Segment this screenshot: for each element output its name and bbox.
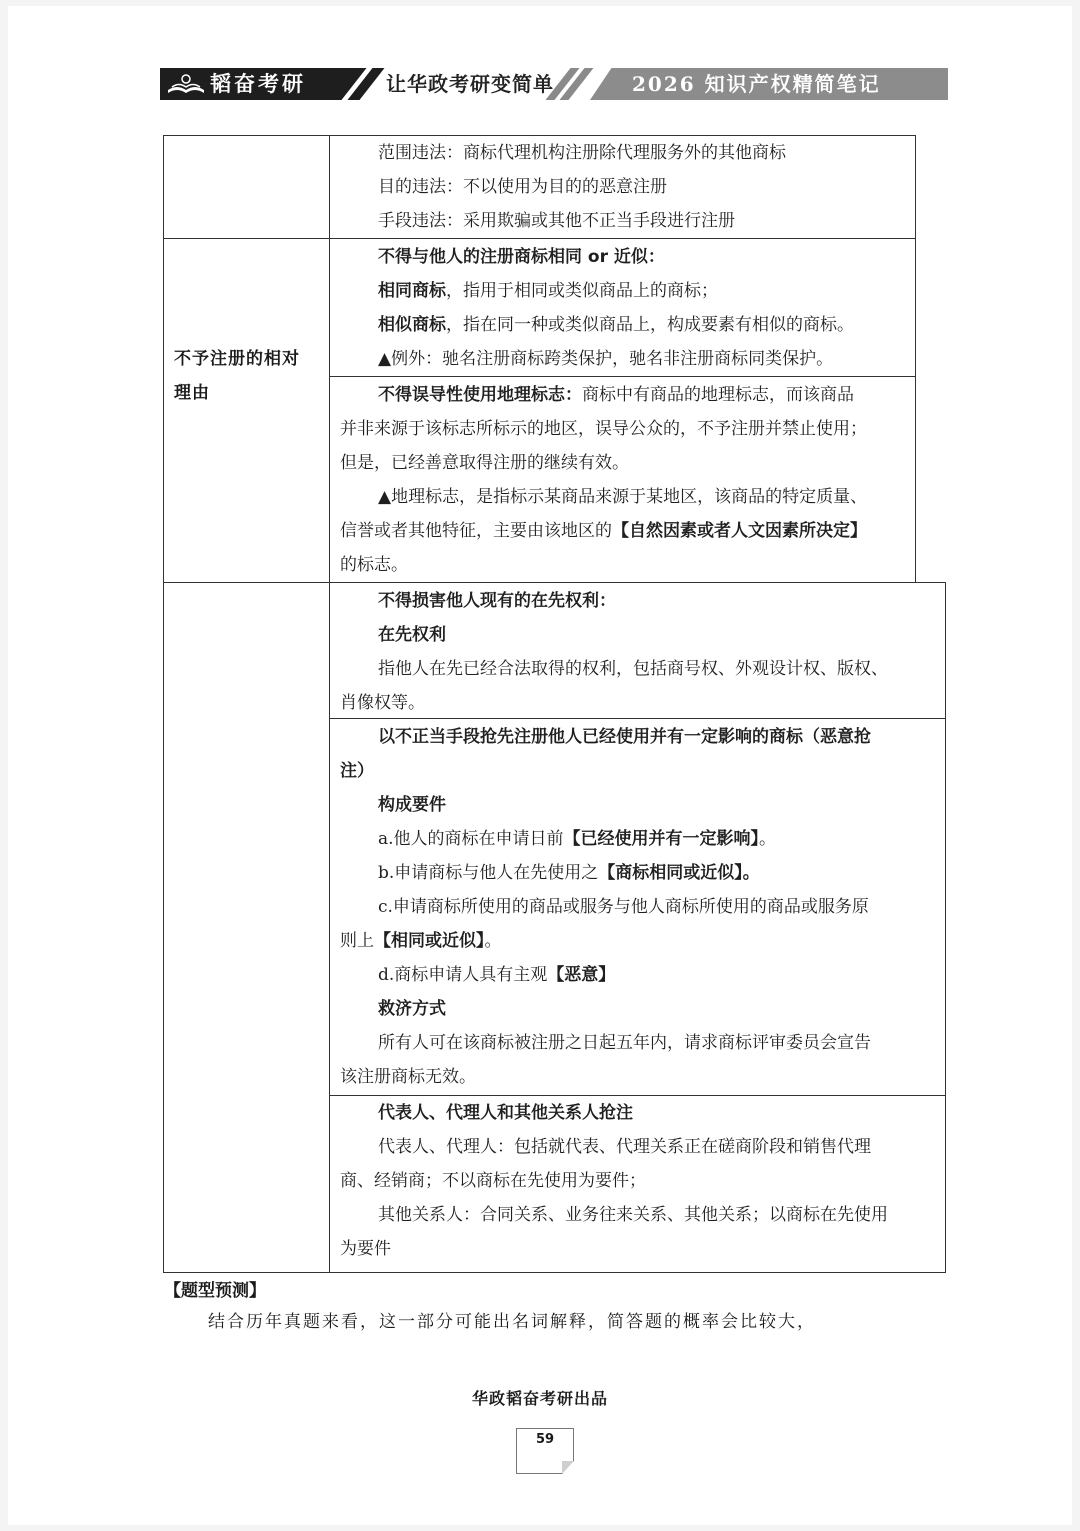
note-line: ▲地理标志，是指标示某商品来源于某地区，该商品的特定质量、 [378,487,868,507]
section-heading: 注） [340,761,374,781]
text: d.商标申请人具有主观 [378,965,548,985]
text-line: 肖像权等。 [340,693,425,713]
text: 则上 [340,931,374,951]
prediction-title: 【题型预测】 [164,1281,266,1301]
text: 商标中有商品的地理标志，而该商品 [582,385,854,405]
section-heading: 不得与他人的注册商标相同 or 近似： [378,247,665,267]
row-label: 不予注册的相对 [174,349,300,369]
term: 相同商标 [378,281,446,301]
section-heading: 不得损害他人现有的在先权利： [378,591,616,611]
prediction-body: 结合历年真题来看，这一部分可能出名词解释，简答题的概率会比较大， [208,1312,816,1332]
table-border [329,135,330,1273]
page-number: 59 [535,1432,555,1447]
note-line: 的标志。 [340,555,408,575]
table-border [163,582,946,583]
row-label: 理由 [174,383,210,403]
same-trademark-line [378,274,718,308]
table-border [163,1272,946,1273]
purpose-violation: 目的违法：不以使用为目的的恶意注册 [378,177,667,197]
text-line: 为要件 [340,1239,391,1259]
emphasis: 【自然因素或者人文因素所决定】 [612,521,867,541]
subheading: 构成要件 [378,795,446,815]
text-line: 该注册商标无效。 [340,1067,476,1087]
slogan: 让华政考研变简单 [386,72,554,96]
text: 。 [759,829,777,849]
similar-trademark-line [378,308,854,342]
subheading: 救济方式 [378,999,446,1019]
definition: ，指用于相同或类似商品上的商标； [446,281,718,301]
requirement-c-cont [340,924,502,958]
text-line: 其他关系人：合同关系、业务往来关系、其他关系；以商标在先使用 [378,1205,888,1225]
requirement-b [378,856,760,890]
subheading: 在先权利 [378,625,446,645]
table-border [915,135,916,583]
text-line: 但是，已经善意取得注册的继续有效。 [340,453,629,473]
text: a.他人的商标在申请日前 [378,829,564,849]
table-border [329,376,916,377]
text-line: 并非来源于该标志所标示的地区，误导公众的，不予注册并禁止使用； [340,419,867,439]
geo-indication-line [378,378,854,412]
book-icon [166,72,206,96]
text-line: 商、经销商；不以商标在先使用为要件； [340,1171,646,1191]
table-border [163,135,164,1273]
producer-credit: 华政韬奋考研出品 [471,1389,608,1408]
means-violation: 手段违法：采用欺骗或其他不正当手段进行注册 [378,211,735,231]
emphasis: 【商标相同或近似】。 [598,863,760,883]
text: 信誉或者其他特征，主要由该地区的 [340,521,612,541]
definition: ，指在同一种或类似商品上，构成要素有相似的商标。 [446,315,854,335]
logo-text: 韬奋考研 [210,71,306,96]
requirement-c: c.申请商标所使用的商品或服务与他人商标所使用的商品或服务原 [378,897,869,917]
book-title: 2026 知识产权精简笔记 [632,72,881,96]
term: 相似商标 [378,315,446,335]
scope-violation: 范围违法：商标代理机构注册除代理服务外的其他商标 [378,143,786,163]
emphasis: 【已经使用并有一定影响】 [563,829,760,849]
requirement-a [378,822,776,856]
requirement-d [378,958,615,992]
exception-note: ▲例外：驰名注册商标跨类保护，驰名非注册商标同类保护。 [378,349,834,369]
section-heading: 不得误导性使用地理标志： [378,385,582,405]
table-border [163,238,916,239]
emphasis: 【恶意】 [547,965,616,985]
text-line: 代表人、代理人：包括就代表、代理关系正在磋商阶段和销售代理 [378,1137,871,1157]
table-border [945,582,946,1273]
section-heading: 代表人、代理人和其他关系人抢注 [378,1103,633,1123]
section-heading: 以不正当手段抢先注册他人已经使用并有一定影响的商标（恶意抢 [378,727,871,747]
text: 。 [484,931,502,951]
text-line: 所有人可在该商标被注册之日起五年内，请求商标评审委员会宣告 [378,1033,871,1053]
note-line [340,514,867,548]
text-line: 指他人在先已经合法取得的权利，包括商号权、外观设计权、版权、 [378,659,888,679]
text: b.申请商标与他人在先使用之 [378,863,599,883]
emphasis: 【相同或近似】 [374,931,485,951]
